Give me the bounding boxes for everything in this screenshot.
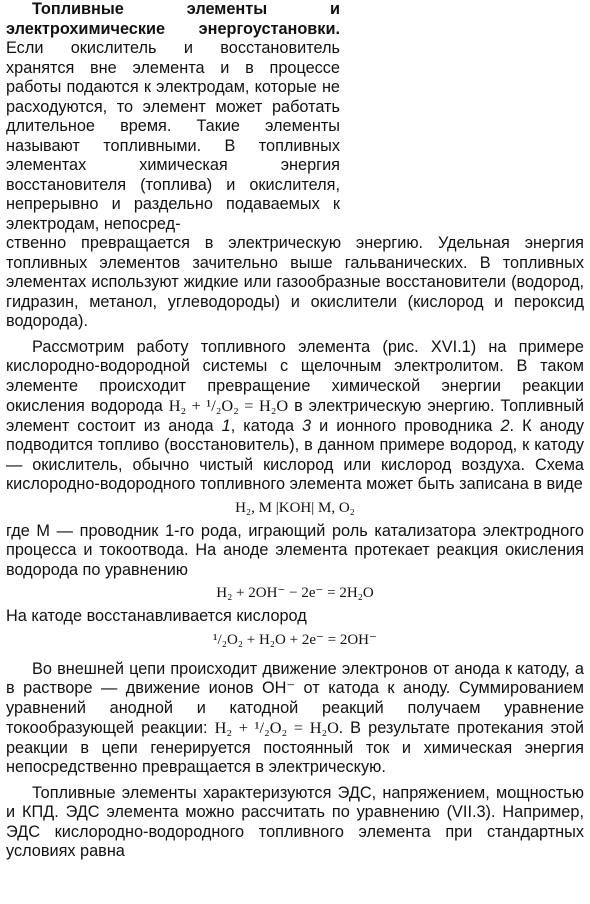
cell-scheme: H₂, M |KOH| M, O₂ xyxy=(235,499,355,516)
p4-text-b: В результате протекания этой реакции в цепи генерируется постоянный ток и химическая энергия непосредственно превращается в электрическую. xyxy=(6,719,584,776)
p2-ref-cathode: 3 xyxy=(302,416,312,435)
section-heading: Топливные элементы и электрохимические энергоустановки. xyxy=(6,0,340,38)
current-paragraph xyxy=(6,660,584,778)
intro-text: Если окислитель и восстановитель хранятся вне элемента и в процессе работы подаются к электродам, которые не расходуются, то элемент может работать длительное время. Такие элементы называют топливными. В топливных элементах химическая энергия восстановителя (топлива) и окислителя, непрерывно и раздельно подаваемых к электродам, непосред- xyxy=(6,39,340,233)
p4-text-a: Во внешней цепи происходит движение электронов от анода к катоду, а в растворе — движение ионов OH⁻ от катода к аноду. Суммированием уравнений анодной и катодной реакций получаем уравнение токообразующей реакции: xyxy=(6,659,584,737)
intro-continued: ственно превращается в электрическую энергию. Удельная энергия топливных элементов зачительно выше гальванических. В топливных элементах используют жидкие или газообразные восстановители (водород, гидразин, метанол, углеводороды) и окислители (кислород и пероксид водорода). xyxy=(6,234,584,330)
p2-text-a: Рассмотрим работу топливного элемента (рис. XVI.1) на примере кислородно-водородной системы с щелочным электролитом. В таком элементе происходит превращение химической энергии реакции окисления водорода xyxy=(6,337,584,415)
p2-text-b: в электрическую энергию. Топливный элемент состоит из анода xyxy=(6,397,584,435)
intro-paragraph xyxy=(6,0,340,234)
cathode-intro: На катоде восстанавливается кислород xyxy=(6,607,307,625)
p2-ref-anode: 1 xyxy=(221,416,231,435)
text-page xyxy=(6,0,584,862)
cathode-equation: ¹/₂O₂ + H₂O + 2e⁻ = 2OH⁻ xyxy=(213,631,377,648)
p4-inline-equation: H₂ + ¹/₂O₂ = H₂O. xyxy=(214,718,343,737)
p2-inline-equation: H₂ + ¹/₂O₂ = H₂O xyxy=(168,396,289,415)
p2-text-d: и ионного проводника xyxy=(311,416,501,435)
emf-paragraph: Топливные элементы характеризуются ЭДС, напряжением, мощностью и КПД. ЭДС элемента можно рассчитать по уравнению (VII.3). Например, ЭДС кислородно-водородного топливного элемента при стандартных условиях равна xyxy=(6,783,584,860)
p2-text-e: . К аноду подводится топливо (восстановитель), в данном примере водород, к катоду — окислитель, обычно чистый кислород или кислород воздуха. Схема кислородно-водородного топливного элемента может быть записана в виде xyxy=(6,416,584,493)
anode-equation: H₂ + 2OH⁻ − 2e⁻ = 2H₂O xyxy=(216,585,374,601)
intro-block xyxy=(6,0,340,234)
p2-ref-conductor: 2 xyxy=(500,416,510,435)
conductor-paragraph: где M — проводник 1-го рода, играющий роль катализатора электродного процесса и токоотвода. На аноде элемента протекает реакция окисления водорода по уравнению xyxy=(6,521,584,579)
fuel-cell-paragraph xyxy=(6,338,584,495)
p2-text-c: , катода xyxy=(230,416,303,435)
